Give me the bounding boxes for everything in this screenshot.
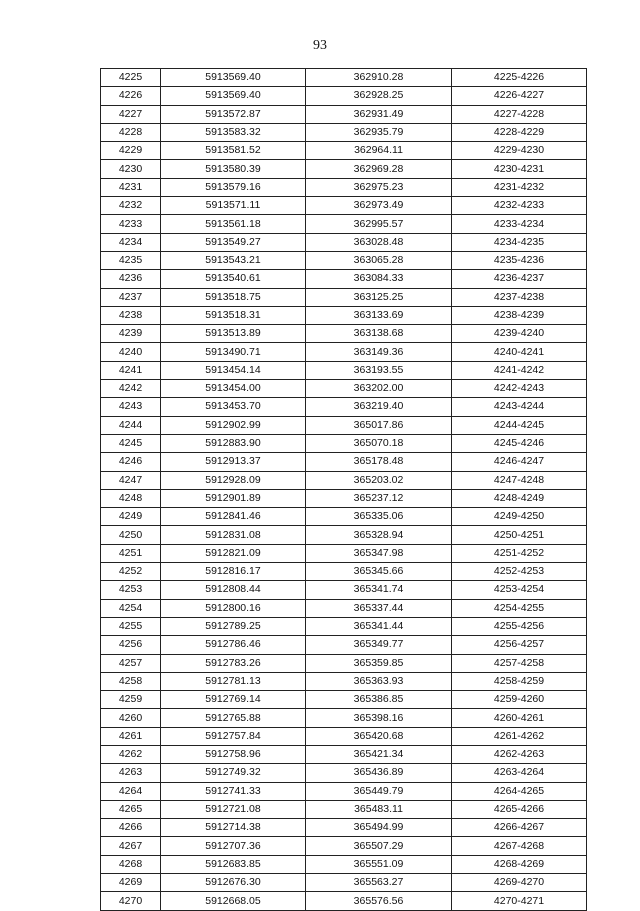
point-number-cell: 4265 [101, 800, 161, 818]
table-row [101, 270, 587, 288]
point-number-cell: 4267 [101, 837, 161, 855]
x-coordinate-cell: 5913453.70 [161, 398, 306, 416]
point-number-cell: 4249 [101, 508, 161, 526]
table-row [101, 819, 587, 837]
x-coordinate-cell: 5912769.14 [161, 691, 306, 709]
point-number-cell: 4235 [101, 251, 161, 269]
table-row [101, 636, 587, 654]
segment-cell: 4232-4233 [452, 197, 587, 215]
table-row [101, 343, 587, 361]
segment-cell: 4246-4247 [452, 453, 587, 471]
segment-cell: 4264-4265 [452, 782, 587, 800]
table-row [101, 361, 587, 379]
point-number-cell: 4258 [101, 672, 161, 690]
point-number-cell: 4228 [101, 123, 161, 141]
point-number-cell: 4255 [101, 617, 161, 635]
page-number: 93 [313, 38, 327, 53]
x-coordinate-cell: 5912757.84 [161, 727, 306, 745]
point-number-cell: 4240 [101, 343, 161, 361]
segment-cell: 4243-4244 [452, 398, 587, 416]
x-coordinate-cell: 5913454.14 [161, 361, 306, 379]
y-coordinate-cell: 362931.49 [306, 105, 452, 123]
y-coordinate-cell: 363219.40 [306, 398, 452, 416]
segment-cell: 4249-4250 [452, 508, 587, 526]
point-number-cell: 4253 [101, 581, 161, 599]
table-row [101, 69, 587, 87]
point-number-cell: 4266 [101, 819, 161, 837]
segment-cell: 4260-4261 [452, 709, 587, 727]
point-number-cell: 4248 [101, 489, 161, 507]
x-coordinate-cell: 5912783.26 [161, 654, 306, 672]
point-number-cell: 4250 [101, 526, 161, 544]
table-row [101, 306, 587, 324]
x-coordinate-cell: 5913518.75 [161, 288, 306, 306]
x-coordinate-cell: 5913549.27 [161, 233, 306, 251]
coordinates-table [100, 68, 587, 911]
point-number-cell: 4254 [101, 599, 161, 617]
y-coordinate-cell: 363065.28 [306, 251, 452, 269]
y-coordinate-cell: 362935.79 [306, 123, 452, 141]
segment-cell: 4263-4264 [452, 764, 587, 782]
y-coordinate-cell: 365494.99 [306, 819, 452, 837]
table-row [101, 288, 587, 306]
x-coordinate-cell: 5912721.08 [161, 800, 306, 818]
segment-cell: 4242-4243 [452, 380, 587, 398]
y-coordinate-cell: 363193.55 [306, 361, 452, 379]
segment-cell: 4231-4232 [452, 178, 587, 196]
table-row [101, 892, 587, 910]
segment-cell: 4241-4242 [452, 361, 587, 379]
y-coordinate-cell: 365337.44 [306, 599, 452, 617]
x-coordinate-cell: 5912831.08 [161, 526, 306, 544]
x-coordinate-cell: 5913569.40 [161, 87, 306, 105]
table-row [101, 709, 587, 727]
point-number-cell: 4261 [101, 727, 161, 745]
segment-cell: 4252-4253 [452, 563, 587, 581]
segment-cell: 4230-4231 [452, 160, 587, 178]
x-coordinate-cell: 5912808.44 [161, 581, 306, 599]
x-coordinate-cell: 5912821.09 [161, 544, 306, 562]
segment-cell: 4251-4252 [452, 544, 587, 562]
x-coordinate-cell: 5912789.25 [161, 617, 306, 635]
y-coordinate-cell: 365017.86 [306, 416, 452, 434]
point-number-cell: 4259 [101, 691, 161, 709]
coordinates-table-body [101, 69, 587, 911]
table-row [101, 471, 587, 489]
point-number-cell: 4264 [101, 782, 161, 800]
x-coordinate-cell: 5913571.11 [161, 197, 306, 215]
table-row [101, 563, 587, 581]
y-coordinate-cell: 365347.98 [306, 544, 452, 562]
point-number-cell: 4251 [101, 544, 161, 562]
segment-cell: 4233-4234 [452, 215, 587, 233]
x-coordinate-cell: 5912749.32 [161, 764, 306, 782]
y-coordinate-cell: 365203.02 [306, 471, 452, 489]
table-row [101, 654, 587, 672]
y-coordinate-cell: 365551.09 [306, 855, 452, 873]
y-coordinate-cell: 365341.74 [306, 581, 452, 599]
segment-cell: 4234-4235 [452, 233, 587, 251]
segment-cell: 4255-4256 [452, 617, 587, 635]
x-coordinate-cell: 5913580.39 [161, 160, 306, 178]
x-coordinate-cell: 5912676.30 [161, 874, 306, 892]
segment-cell: 4245-4246 [452, 434, 587, 452]
segment-cell: 4267-4268 [452, 837, 587, 855]
y-coordinate-cell: 365421.34 [306, 745, 452, 763]
x-coordinate-cell: 5912786.46 [161, 636, 306, 654]
y-coordinate-cell: 363028.48 [306, 233, 452, 251]
segment-cell: 4256-4257 [452, 636, 587, 654]
segment-cell: 4261-4262 [452, 727, 587, 745]
y-coordinate-cell: 362928.25 [306, 87, 452, 105]
y-coordinate-cell: 365335.06 [306, 508, 452, 526]
y-coordinate-cell: 365483.11 [306, 800, 452, 818]
table-row [101, 599, 587, 617]
point-number-cell: 4238 [101, 306, 161, 324]
point-number-cell: 4256 [101, 636, 161, 654]
x-coordinate-cell: 5912800.16 [161, 599, 306, 617]
x-coordinate-cell: 5913543.21 [161, 251, 306, 269]
table-row [101, 178, 587, 196]
table-row [101, 764, 587, 782]
table-row [101, 325, 587, 343]
point-number-cell: 4225 [101, 69, 161, 87]
x-coordinate-cell: 5913490.71 [161, 343, 306, 361]
table-row [101, 800, 587, 818]
table-row [101, 745, 587, 763]
y-coordinate-cell: 365398.16 [306, 709, 452, 727]
segment-cell: 4227-4228 [452, 105, 587, 123]
point-number-cell: 4260 [101, 709, 161, 727]
table-row [101, 855, 587, 873]
point-number-cell: 4236 [101, 270, 161, 288]
table-row [101, 251, 587, 269]
table-row [101, 87, 587, 105]
y-coordinate-cell: 365363.93 [306, 672, 452, 690]
point-number-cell: 4252 [101, 563, 161, 581]
y-coordinate-cell: 365563.27 [306, 874, 452, 892]
point-number-cell: 4237 [101, 288, 161, 306]
y-coordinate-cell: 365507.29 [306, 837, 452, 855]
point-number-cell: 4262 [101, 745, 161, 763]
x-coordinate-cell: 5912758.96 [161, 745, 306, 763]
point-number-cell: 4233 [101, 215, 161, 233]
x-coordinate-cell: 5912765.88 [161, 709, 306, 727]
table-row [101, 416, 587, 434]
x-coordinate-cell: 5912841.46 [161, 508, 306, 526]
table-row [101, 617, 587, 635]
segment-cell: 4244-4245 [452, 416, 587, 434]
table-row [101, 215, 587, 233]
point-number-cell: 4270 [101, 892, 161, 910]
table-row [101, 727, 587, 745]
y-coordinate-cell: 363149.36 [306, 343, 452, 361]
point-number-cell: 4244 [101, 416, 161, 434]
point-number-cell: 4245 [101, 434, 161, 452]
point-number-cell: 4263 [101, 764, 161, 782]
segment-cell: 4253-4254 [452, 581, 587, 599]
point-number-cell: 4246 [101, 453, 161, 471]
y-coordinate-cell: 365341.44 [306, 617, 452, 635]
segment-cell: 4235-4236 [452, 251, 587, 269]
x-coordinate-cell: 5912781.13 [161, 672, 306, 690]
table-row [101, 398, 587, 416]
y-coordinate-cell: 365449.79 [306, 782, 452, 800]
segment-cell: 4236-4237 [452, 270, 587, 288]
x-coordinate-cell: 5912668.05 [161, 892, 306, 910]
table-row [101, 672, 587, 690]
table-row [101, 380, 587, 398]
segment-cell: 4229-4230 [452, 142, 587, 160]
table-row [101, 782, 587, 800]
x-coordinate-cell: 5913454.00 [161, 380, 306, 398]
table-row [101, 508, 587, 526]
x-coordinate-cell: 5913518.31 [161, 306, 306, 324]
x-coordinate-cell: 5913583.32 [161, 123, 306, 141]
segment-cell: 4258-4259 [452, 672, 587, 690]
table-row [101, 142, 587, 160]
x-coordinate-cell: 5912714.38 [161, 819, 306, 837]
x-coordinate-cell: 5912816.17 [161, 563, 306, 581]
table-row [101, 691, 587, 709]
table-row [101, 544, 587, 562]
segment-cell: 4269-4270 [452, 874, 587, 892]
segment-cell: 4240-4241 [452, 343, 587, 361]
table-row [101, 160, 587, 178]
segment-cell: 4239-4240 [452, 325, 587, 343]
point-number-cell: 4247 [101, 471, 161, 489]
y-coordinate-cell: 365436.89 [306, 764, 452, 782]
x-coordinate-cell: 5913569.40 [161, 69, 306, 87]
point-number-cell: 4257 [101, 654, 161, 672]
y-coordinate-cell: 362975.23 [306, 178, 452, 196]
segment-cell: 4259-4260 [452, 691, 587, 709]
y-coordinate-cell: 365345.66 [306, 563, 452, 581]
y-coordinate-cell: 362964.11 [306, 142, 452, 160]
y-coordinate-cell: 362995.57 [306, 215, 452, 233]
table-row [101, 526, 587, 544]
point-number-cell: 4231 [101, 178, 161, 196]
x-coordinate-cell: 5912683.85 [161, 855, 306, 873]
y-coordinate-cell: 363202.00 [306, 380, 452, 398]
segment-cell: 4228-4229 [452, 123, 587, 141]
segment-cell: 4237-4238 [452, 288, 587, 306]
y-coordinate-cell: 363125.25 [306, 288, 452, 306]
table-row [101, 581, 587, 599]
segment-cell: 4254-4255 [452, 599, 587, 617]
y-coordinate-cell: 365070.18 [306, 434, 452, 452]
x-coordinate-cell: 5912707.36 [161, 837, 306, 855]
x-coordinate-cell: 5912901.89 [161, 489, 306, 507]
y-coordinate-cell: 363133.69 [306, 306, 452, 324]
x-coordinate-cell: 5912883.90 [161, 434, 306, 452]
segment-cell: 4262-4263 [452, 745, 587, 763]
y-coordinate-cell: 365237.12 [306, 489, 452, 507]
table-row [101, 105, 587, 123]
table-row [101, 489, 587, 507]
y-coordinate-cell: 365386.85 [306, 691, 452, 709]
table-row [101, 197, 587, 215]
point-number-cell: 4243 [101, 398, 161, 416]
y-coordinate-cell: 365178.48 [306, 453, 452, 471]
table-row [101, 453, 587, 471]
segment-cell: 4265-4266 [452, 800, 587, 818]
x-coordinate-cell: 5913540.61 [161, 270, 306, 288]
y-coordinate-cell: 362973.49 [306, 197, 452, 215]
y-coordinate-cell: 365328.94 [306, 526, 452, 544]
segment-cell: 4250-4251 [452, 526, 587, 544]
point-number-cell: 4226 [101, 87, 161, 105]
y-coordinate-cell: 362969.28 [306, 160, 452, 178]
segment-cell: 4257-4258 [452, 654, 587, 672]
point-number-cell: 4232 [101, 197, 161, 215]
x-coordinate-cell: 5913513.89 [161, 325, 306, 343]
point-number-cell: 4230 [101, 160, 161, 178]
segment-cell: 4266-4267 [452, 819, 587, 837]
segment-cell: 4247-4248 [452, 471, 587, 489]
x-coordinate-cell: 5912902.99 [161, 416, 306, 434]
point-number-cell: 4239 [101, 325, 161, 343]
point-number-cell: 4229 [101, 142, 161, 160]
x-coordinate-cell: 5912741.33 [161, 782, 306, 800]
point-number-cell: 4227 [101, 105, 161, 123]
x-coordinate-cell: 5913561.18 [161, 215, 306, 233]
table-row [101, 874, 587, 892]
point-number-cell: 4234 [101, 233, 161, 251]
segment-cell: 4248-4249 [452, 489, 587, 507]
x-coordinate-cell: 5913579.16 [161, 178, 306, 196]
y-coordinate-cell: 362910.28 [306, 69, 452, 87]
table-row [101, 233, 587, 251]
y-coordinate-cell: 363084.33 [306, 270, 452, 288]
y-coordinate-cell: 365576.56 [306, 892, 452, 910]
segment-cell: 4238-4239 [452, 306, 587, 324]
segment-cell: 4270-4271 [452, 892, 587, 910]
table-row [101, 837, 587, 855]
x-coordinate-cell: 5913581.52 [161, 142, 306, 160]
segment-cell: 4225-4226 [452, 69, 587, 87]
point-number-cell: 4241 [101, 361, 161, 379]
segment-cell: 4268-4269 [452, 855, 587, 873]
y-coordinate-cell: 365359.85 [306, 654, 452, 672]
table-row [101, 434, 587, 452]
point-number-cell: 4269 [101, 874, 161, 892]
point-number-cell: 4268 [101, 855, 161, 873]
table-row [101, 123, 587, 141]
x-coordinate-cell: 5913572.87 [161, 105, 306, 123]
y-coordinate-cell: 365420.68 [306, 727, 452, 745]
x-coordinate-cell: 5912913.37 [161, 453, 306, 471]
segment-cell: 4226-4227 [452, 87, 587, 105]
x-coordinate-cell: 5912928.09 [161, 471, 306, 489]
point-number-cell: 4242 [101, 380, 161, 398]
y-coordinate-cell: 363138.68 [306, 325, 452, 343]
y-coordinate-cell: 365349.77 [306, 636, 452, 654]
